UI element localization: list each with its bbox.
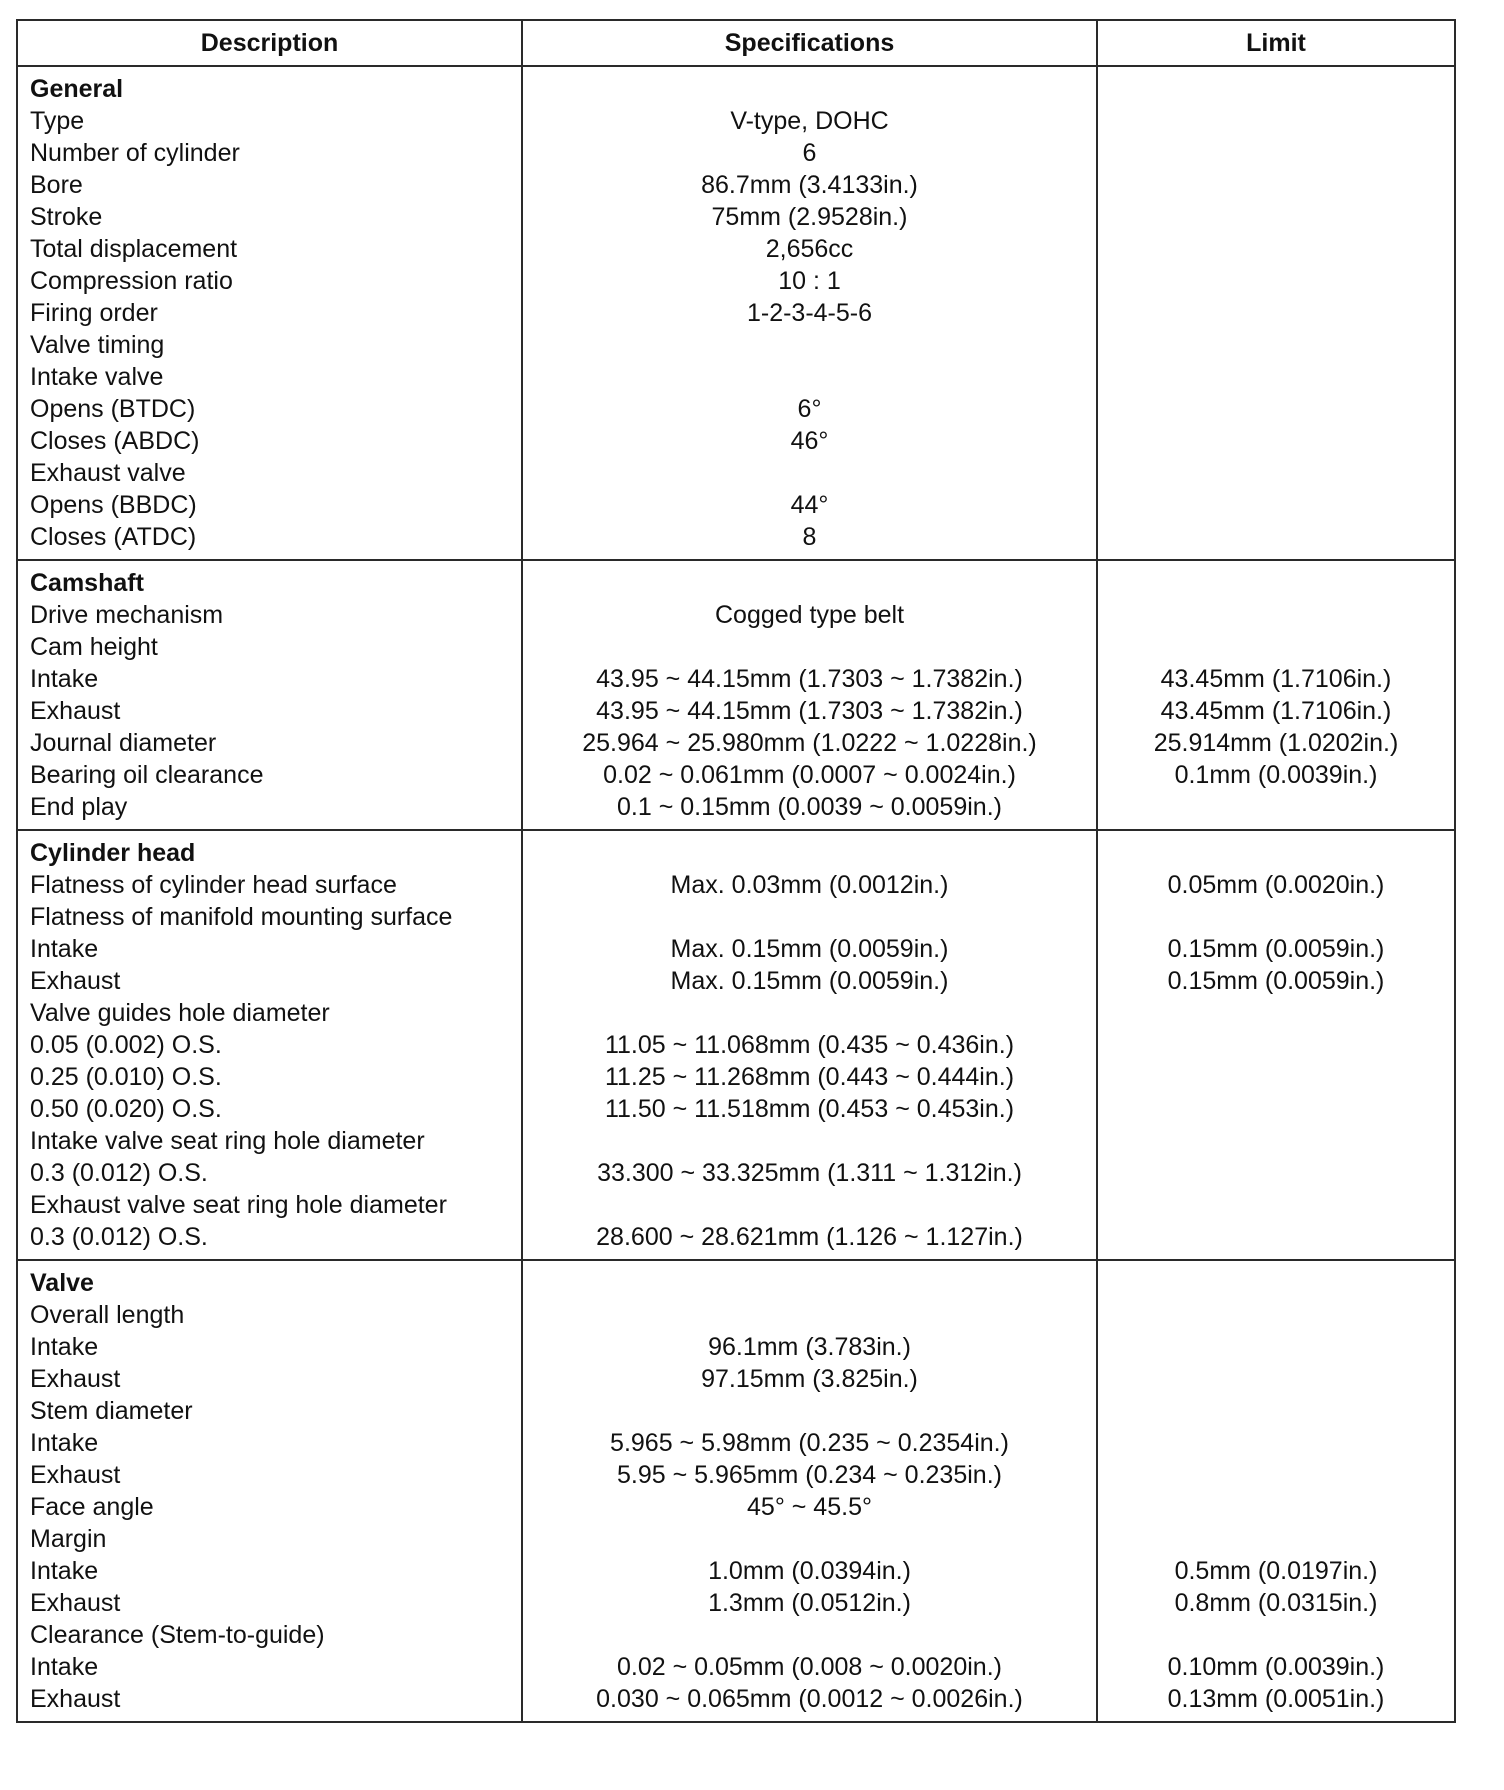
- specification-value: 1-2-3-4-5-6: [746, 299, 873, 327]
- spacer: [1110, 73, 1442, 105]
- description-text: Clearance (Stem-to-guide): [30, 1621, 325, 1649]
- limit-value: 0.15mm (0.0059in.): [1167, 967, 1385, 995]
- specification-value: [535, 457, 1084, 489]
- specification-value: Max. 0.15mm (0.0059in.): [670, 967, 949, 995]
- limit-value: [1110, 137, 1442, 169]
- specification-value: 43.95 ~ 44.15mm (1.7303 ~ 1.7382in.): [596, 697, 1023, 725]
- description-text: Valve timing: [30, 331, 165, 359]
- specification-value: 0.030 ~ 0.065mm (0.0012 ~ 0.0026in.): [596, 1685, 1023, 1713]
- description-text: Bore: [30, 171, 83, 199]
- section-title: Valve: [30, 1269, 94, 1297]
- description-cell: [17, 66, 522, 560]
- limit-value: 0.05mm (0.0020in.): [1167, 871, 1385, 899]
- specification-value: Max. 0.03mm (0.0012in.): [670, 871, 949, 899]
- description-text: 0.50 (0.020) O.S.: [30, 1095, 222, 1123]
- spacer: [535, 1267, 1084, 1299]
- description-text: Closes (ABDC): [30, 427, 200, 455]
- description-text: Exhaust: [30, 1685, 121, 1713]
- specification-value: [535, 1619, 1084, 1651]
- description-text: 0.3 (0.012) O.S.: [30, 1223, 208, 1251]
- description-text: Intake: [30, 1653, 99, 1681]
- description-text: Stem diameter: [30, 1397, 193, 1425]
- limit-value: 43.45mm (1.7106in.): [1160, 697, 1392, 725]
- specification-value: 97.15mm (3.825in.): [701, 1365, 918, 1393]
- limit-value: [1110, 1363, 1442, 1395]
- description-text: Exhaust valve: [30, 459, 186, 487]
- specification-value: 8: [802, 523, 817, 551]
- specification-value: 0.02 ~ 0.05mm (0.008 ~ 0.0020in.): [617, 1653, 1002, 1681]
- limit-value: [1110, 1189, 1442, 1221]
- specification-value: [535, 901, 1084, 933]
- limit-value: [1110, 1619, 1442, 1651]
- description-text: Intake: [30, 1429, 99, 1457]
- limit-value: [1110, 1093, 1442, 1125]
- limit-value: [1110, 457, 1442, 489]
- description-text: Journal diameter: [30, 729, 217, 757]
- description-text: Firing order: [30, 299, 158, 327]
- limit-value: [1110, 521, 1442, 553]
- table-header-row: [17, 20, 1455, 66]
- limit-value: [1110, 169, 1442, 201]
- limit-value: 0.5mm (0.0197in.): [1174, 1557, 1378, 1585]
- limit-value: [1110, 1061, 1442, 1093]
- section-title: General: [30, 75, 124, 103]
- description-text: Total displacement: [30, 235, 238, 263]
- limit-value: [1110, 997, 1442, 1029]
- section-cylinder-head: [17, 830, 1455, 1260]
- limit-value: [1110, 265, 1442, 297]
- description-text: Bearing oil clearance: [30, 761, 264, 789]
- section-title: Camshaft: [30, 569, 144, 597]
- limit-value: 0.10mm (0.0039in.): [1167, 1653, 1385, 1681]
- specification-value: 25.964 ~ 25.980mm (1.0222 ~ 1.0228in.): [582, 729, 1037, 757]
- specification-value: 1.3mm (0.0512in.): [708, 1589, 911, 1617]
- spacer: [535, 73, 1084, 105]
- limit-value: [1110, 599, 1442, 631]
- specification-value: [535, 1299, 1084, 1331]
- limit-value: 25.914mm (1.0202in.): [1153, 729, 1399, 757]
- limit-value: [1110, 361, 1442, 393]
- limit-value: [1110, 329, 1442, 361]
- limit-cell: [1097, 66, 1455, 560]
- specifications-cell: [522, 1260, 1097, 1722]
- description-text: Opens (BTDC): [30, 395, 196, 423]
- specification-value: 96.1mm (3.783in.): [708, 1333, 911, 1361]
- limit-value: [1110, 791, 1442, 823]
- specification-value: [535, 1523, 1084, 1555]
- header-specifications: Specifications: [522, 20, 1097, 66]
- limit-value: 43.45mm (1.7106in.): [1160, 665, 1392, 693]
- description-cell: [17, 560, 522, 830]
- limit-value: [1110, 1491, 1442, 1523]
- description-text: Face angle: [30, 1493, 154, 1521]
- limit-cell: [1097, 830, 1455, 1260]
- description-cell: [17, 830, 522, 1260]
- specification-value: 1.0mm (0.0394in.): [708, 1557, 911, 1585]
- specification-value: Cogged type belt: [714, 601, 905, 629]
- limit-cell: [1097, 1260, 1455, 1722]
- description-text: Exhaust: [30, 1365, 121, 1393]
- limit-value: 0.13mm (0.0051in.): [1167, 1685, 1385, 1713]
- description-text: Intake: [30, 665, 99, 693]
- specification-value: 10 : 1: [778, 267, 841, 295]
- description-text: Margin: [30, 1525, 107, 1553]
- header-limit: Limit: [1097, 20, 1455, 66]
- spacer: [1110, 1267, 1442, 1299]
- description-text: Opens (BBDC): [30, 491, 197, 519]
- limit-value: [1110, 393, 1442, 425]
- header-description: Description: [17, 20, 522, 66]
- specifications-cell: [522, 560, 1097, 830]
- engine-spec-table: [16, 19, 1456, 1723]
- specification-value: 2,656cc: [765, 235, 854, 263]
- description-text: 0.05 (0.002) O.S.: [30, 1031, 222, 1059]
- limit-value: 0.8mm (0.0315in.): [1174, 1589, 1378, 1617]
- specification-value: 44°: [790, 491, 829, 519]
- specification-value: 45° ~ 45.5°: [747, 1493, 872, 1521]
- limit-value: [1110, 1395, 1442, 1427]
- specification-value: 6°: [797, 395, 822, 423]
- specifications-cell: [522, 830, 1097, 1260]
- description-text: Exhaust: [30, 967, 121, 995]
- limit-value: [1110, 1125, 1442, 1157]
- specification-value: [535, 997, 1084, 1029]
- description-text: Flatness of cylinder head surface: [30, 871, 397, 899]
- description-text: Drive mechanism: [30, 601, 224, 629]
- limit-value: [1110, 201, 1442, 233]
- specifications-cell: [522, 66, 1097, 560]
- limit-value: [1110, 631, 1442, 663]
- specification-value: 46°: [790, 427, 829, 455]
- description-text: Intake valve seat ring hole diameter: [30, 1127, 425, 1155]
- limit-value: [1110, 1157, 1442, 1189]
- limit-value: [1110, 1221, 1442, 1253]
- description-text: Compression ratio: [30, 267, 233, 295]
- description-text: Intake: [30, 935, 99, 963]
- specification-value: 86.7mm (3.4133in.): [701, 171, 918, 199]
- specification-value: Max. 0.15mm (0.0059in.): [670, 935, 949, 963]
- specification-value: [535, 1189, 1084, 1221]
- description-text: Cam height: [30, 633, 158, 661]
- specification-value: 5.965 ~ 5.98mm (0.235 ~ 0.2354in.): [610, 1429, 1009, 1457]
- description-text: End play: [30, 793, 128, 821]
- specification-value: 75mm (2.9528in.): [711, 203, 908, 231]
- description-text: Valve guides hole diameter: [30, 999, 330, 1027]
- specification-value: 0.1 ~ 0.15mm (0.0039 ~ 0.0059in.): [617, 793, 1002, 821]
- limit-cell: [1097, 560, 1455, 830]
- description-cell: [17, 1260, 522, 1722]
- specification-value: 11.25 ~ 11.268mm (0.443 ~ 0.444in.): [604, 1063, 1015, 1091]
- specification-value: 28.600 ~ 28.621mm (1.126 ~ 1.127in.): [596, 1223, 1023, 1251]
- spacer: [1110, 567, 1442, 599]
- limit-value: 0.1mm (0.0039in.): [1174, 761, 1378, 789]
- specification-value: [535, 1395, 1084, 1427]
- section-general: [17, 66, 1455, 560]
- limit-value: [1110, 105, 1442, 137]
- table-body: [17, 66, 1455, 1722]
- description-text: Intake valve: [30, 363, 164, 391]
- limit-value: [1110, 489, 1442, 521]
- specification-value: [535, 361, 1084, 393]
- limit-value: [1110, 1427, 1442, 1459]
- description-text: Closes (ATDC): [30, 523, 197, 551]
- description-text: Intake: [30, 1333, 99, 1361]
- specification-value: 11.05 ~ 11.068mm (0.435 ~ 0.436in.): [604, 1031, 1015, 1059]
- description-text: 0.3 (0.012) O.S.: [30, 1159, 208, 1187]
- specification-value: V-type, DOHC: [730, 107, 889, 135]
- description-text: Stroke: [30, 203, 103, 231]
- limit-value: [1110, 1459, 1442, 1491]
- limit-value: [1110, 1523, 1442, 1555]
- specification-value: 0.02 ~ 0.061mm (0.0007 ~ 0.0024in.): [603, 761, 1016, 789]
- spacer: [535, 837, 1084, 869]
- limit-value: [1110, 1029, 1442, 1061]
- description-text: Exhaust: [30, 1461, 121, 1489]
- description-text: Overall length: [30, 1301, 185, 1329]
- limit-value: [1110, 901, 1442, 933]
- section-title: Cylinder head: [30, 839, 196, 867]
- specification-value: [535, 1125, 1084, 1157]
- description-text: Intake: [30, 1557, 99, 1585]
- specification-value: 5.95 ~ 5.965mm (0.234 ~ 0.235in.): [617, 1461, 1002, 1489]
- specification-value: 11.50 ~ 11.518mm (0.453 ~ 0.453in.): [604, 1095, 1015, 1123]
- description-text: Type: [30, 107, 85, 135]
- spacer: [535, 567, 1084, 599]
- specification-value: [535, 329, 1084, 361]
- specification-value: 6: [802, 139, 817, 167]
- limit-value: [1110, 425, 1442, 457]
- limit-value: [1110, 233, 1442, 265]
- description-text: 0.25 (0.010) O.S.: [30, 1063, 222, 1091]
- limit-value: [1110, 1299, 1442, 1331]
- description-text: Exhaust valve seat ring hole diameter: [30, 1191, 447, 1219]
- description-text: Flatness of manifold mounting surface: [30, 903, 453, 931]
- specification-value: 43.95 ~ 44.15mm (1.7303 ~ 1.7382in.): [596, 665, 1023, 693]
- description-text: Number of cylinder: [30, 139, 240, 167]
- description-text: Exhaust: [30, 697, 121, 725]
- limit-value: [1110, 1331, 1442, 1363]
- spacer: [1110, 837, 1442, 869]
- limit-value: 0.15mm (0.0059in.): [1167, 935, 1385, 963]
- limit-value: [1110, 297, 1442, 329]
- section-valve: [17, 1260, 1455, 1722]
- section-camshaft: [17, 560, 1455, 830]
- specification-value: [535, 631, 1084, 663]
- description-text: Exhaust: [30, 1589, 121, 1617]
- specification-value: 33.300 ~ 33.325mm (1.311 ~ 1.312in.): [597, 1159, 1022, 1187]
